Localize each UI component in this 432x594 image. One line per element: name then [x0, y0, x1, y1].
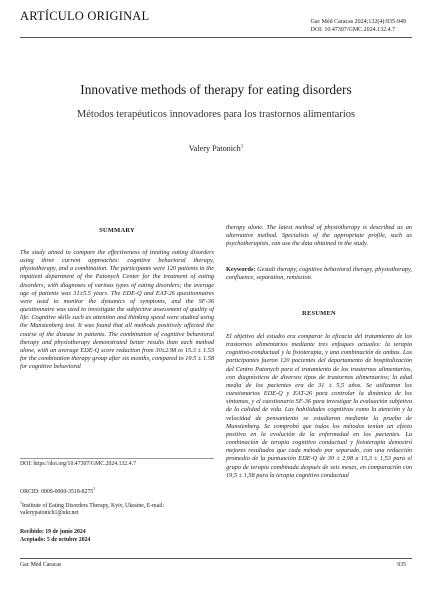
resumen-text: El objetivo del estudio era comparar la eficacia del tratamiento de los trastornos alimentarios mediante tres enfoques actuales: la terapia cognitivo-conductual y la fisioterapia, y una combinación de ambas. Los participantes fueron 120 pacientes del departamento de hospitalización del Centro Patonych para el tratamiento de los trastornos alimentarios, con diagnósticos de diversos tipos de trastornos alimentarios; la edad media de los pacientes era de 31 ± 5,5 años. Se utilizaron los cuestionarios EDE-Q y EAT-26 para controlar la dinámica de los síntomas, y el cuestionario SF-36 para investigar la evaluación subjetiva de la calidad de vida. Las habilidades cognitivas como la atención y la velocidad de pensamiento se estudiaron mediante la prueba de Munstenberg. Se comprobó que todos los métodos tenían un efecto positivo en la evolución de la enfermedad en los pacientes. La combinación de terapia cognitivo conductual y fisioterapia demostró mejores resultados que cada método por separado, con una reducción promedio de la puntuación EDE-Q de 30 ± 2,98 a 15,3 ± 1,53 para el grupo de terapia combinada después de seis meses, en comparación con 19,5 ± 1,58 para la terapia cognitivo conductual	[226, 333, 412, 479]
author-sup: 1	[240, 144, 244, 150]
doi-line: DOI: 10.47307/GMC.2024.132.4.7	[310, 27, 396, 33]
doi-link[interactable]: DOI: https://doi.org/10.47307/GMC.2024.132.4.7	[20, 461, 136, 467]
resumen-heading: RESUMEN	[302, 310, 336, 317]
section-label: ARTÍCULO ORIGINAL	[20, 9, 150, 23]
summary-heading: SUMMARY	[99, 227, 135, 234]
keywords	[226, 266, 412, 282]
affiliation-sup: 1	[20, 500, 22, 505]
article-title: Innovative methods of therapy for eating disorders	[80, 82, 352, 97]
meta-rule	[20, 458, 214, 459]
orcid-text: ORCID: 0009-0000-3518-8275	[20, 488, 94, 495]
orcid-sup: 1	[93, 486, 96, 491]
keywords-label: Keywords:	[226, 266, 256, 273]
summary-text-right: therapy alone. The latest method of physiotherapy is described as an alternative method. Specialists of the appropriate profile, such as psychotherapists, can use the data obtained in the study.	[226, 224, 412, 248]
author-name: Valery Patonich	[188, 144, 241, 153]
summary-text-left: The study aimed to compare the effectiveness of treating eating disorders using three current approaches: cognitive behavioral therapy, physiotherapy, and a combination. The participants were 120 patients in the inpatient department of the Patonych Center for the treatment of eating disorders, with diagnoses of various types of eating disorders; the average age of patients was 31±5.5 years. The EDE-Q and EAT-26 questionnaires were used to monitor the dynamics of symptoms, and the SF-36 questionnaire was used to investigate the subjective assessment of quality of life. Cognitive skills such as attention and thinking speed were studied using the Munstenberg test. It was found that all methods positively affected the course of the disease in patients. The combination of cognitive behavioral therapy and physiotherapy demonstrated better results than each method alone, with an average EDE-Q score reduction from 30±2.98 to 15.3 ± 1.53 for the combination therapy group after six months, compared to 19.5 ± 1.58 for cognitive behavioral	[20, 249, 214, 371]
author-line	[0, 144, 432, 153]
received-date: Recibido: 19 de junio 2024	[20, 529, 86, 535]
journal-citation	[311, 18, 406, 34]
footer-journal: Gac Méd Caracas	[20, 562, 62, 568]
affiliation	[20, 499, 214, 518]
page-number: 935	[397, 562, 406, 568]
journal-line: Gac Méd Caracas 2024;132(4):935-949	[310, 19, 406, 25]
header-rule	[20, 37, 412, 38]
keywords-text: Gestalt therapy, cognitive behavioral therapy, physiotherapy, confluence, separation, remission.	[226, 266, 413, 282]
affiliation-text: Institute of Eating Disorders Therapy, Kyiv, Ukraine, E-mail: valerypatonich1@ukr.net	[20, 502, 165, 517]
orcid	[20, 485, 214, 496]
footer-rule	[20, 558, 412, 559]
article-subtitle: Métodos terapéuticos innovadores para los trastornos alimentarios	[76, 109, 356, 120]
accepted-date: Aceptado: 5 de octubre 2024	[20, 537, 91, 543]
